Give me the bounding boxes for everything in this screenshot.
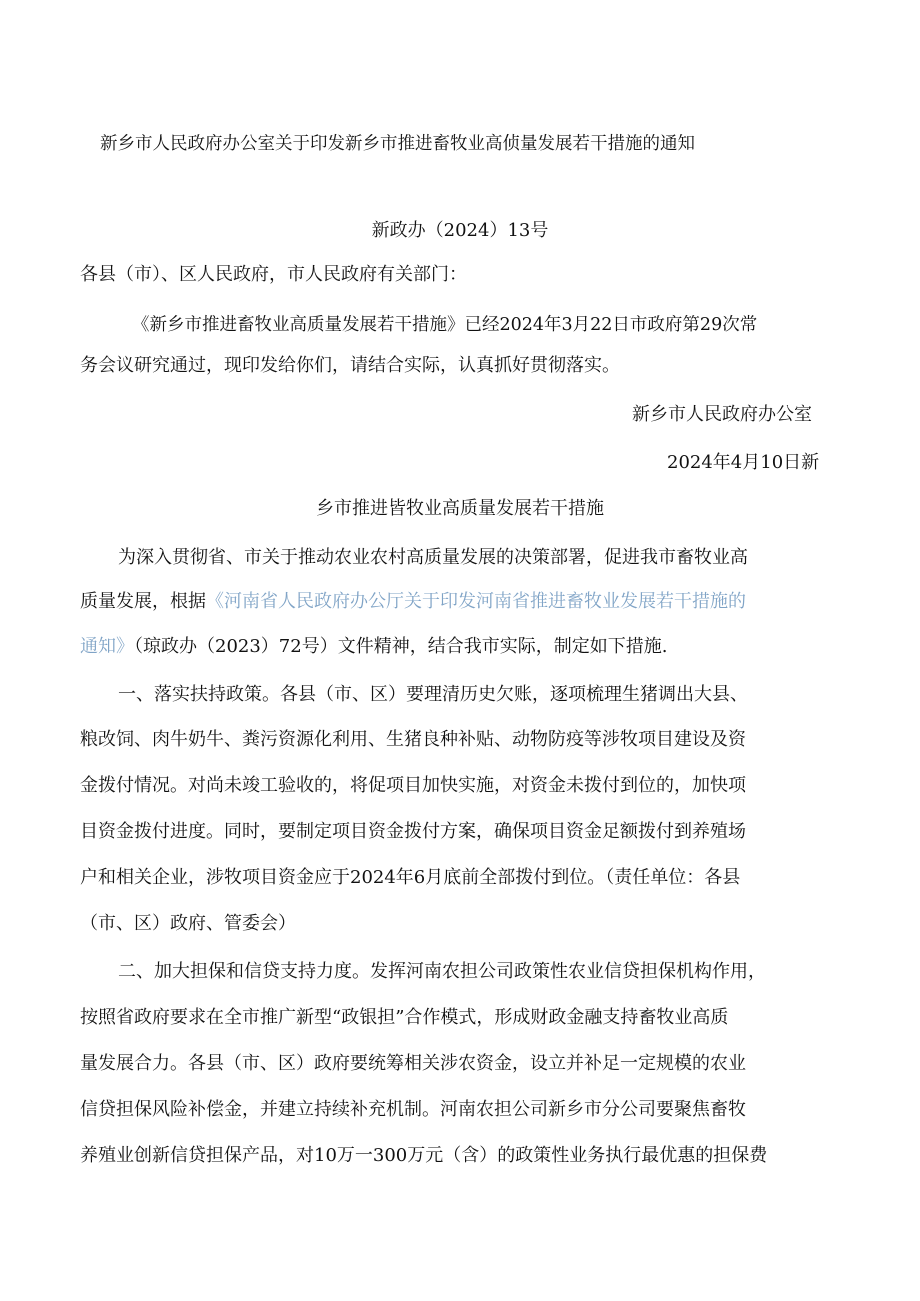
section-2-line-5: 养殖业创新信贷担保产品，对10万一300万元（含）的政策性业务执行最优惠的担保费	[80, 1145, 768, 1166]
paragraph-1-text-end: （琼政办（2023）72号）文件精神，结合我市实际，制定如下措施.	[134, 636, 668, 657]
document-number: 新政办（2024）13号	[371, 220, 549, 241]
section-2-line-2: 按照省政府要求在全市推广新型“政银担”合作模式，形成财政金融支持畜牧业高质	[80, 1007, 729, 1028]
salutation: 各县（市）、区人民政府，市人民政府有关部门：	[80, 264, 467, 285]
paragraph-1-line-3	[80, 635, 667, 659]
paragraph-1-text: 质量发展，根据	[80, 591, 206, 612]
measures-title: 乡市推进皆牧业高质量发展若干措施	[316, 498, 604, 519]
issue-date: 2024年4月10日新	[667, 452, 820, 473]
section-1-line-4: 目资金拨付进度。同时，要制定项目资金拨付方案，确保项目资金足额拨付到养殖场	[80, 821, 746, 842]
intro-line-2: 务会议研究通过，现印发给你们，请结合实际，认真抓好贯彻落实。	[80, 355, 620, 376]
paragraph-1-line-1: 为深入贯彻省、市关于推动农业农村高质量发展的决策部署，促进我市畜牧业高	[118, 547, 748, 568]
section-1-line-3: 金拨付情况。对尚未竣工验收的，将促项目加快实施，对资金未拨付到位的，加快项	[80, 775, 746, 796]
section-1-line-6: （市、区）政府、管委会）	[80, 913, 296, 934]
intro-line-1: 《新乡市推进畜牧业高质量发展若干措施》已经2024年3月22日市政府第29次常	[132, 315, 758, 335]
section-1-line-1: 一、落实扶持政策。各县（市、区）要理清历史欠账，逐项梳理生猪调出大县、	[118, 684, 748, 705]
paragraph-1-line-2	[80, 590, 746, 614]
issuer: 新乡市人民政府办公室	[632, 404, 812, 425]
referenced-notice-link[interactable]: 《河南省人民政府办公厅关于印发河南省推进畜牧业发展若干措施的	[206, 591, 746, 612]
section-2-line-4: 信贷担保风险补偿金，并建立持续补充机制。河南农担公司新乡市分公司要聚焦畜牧	[80, 1099, 746, 1120]
section-2-line-3: 量发展合力。各县（市、区）政府要统筹相关涉农资金，设立并补足一定规模的农业	[80, 1053, 746, 1074]
section-1-line-5: 户和相关企业，涉牧项目资金应于2024年6月底前全部拨付到位。（责任单位：各县	[80, 867, 741, 888]
section-2-line-1: 二、加大担保和信贷支持力度。发挥河南农担公司政策性农业信贷担保机构作用，	[118, 961, 766, 982]
notice-title: 新乡市人民政府办公室关于印发新乡市推进畜牧业高侦量发展若干措施的通知	[100, 134, 695, 154]
referenced-notice-link-end[interactable]: 通知》	[80, 636, 134, 657]
section-1-line-2: 粮改饲、肉牛奶牛、粪污资源化利用、生猪良种补贴、动物防疫等涉牧项目建设及资	[80, 729, 746, 750]
